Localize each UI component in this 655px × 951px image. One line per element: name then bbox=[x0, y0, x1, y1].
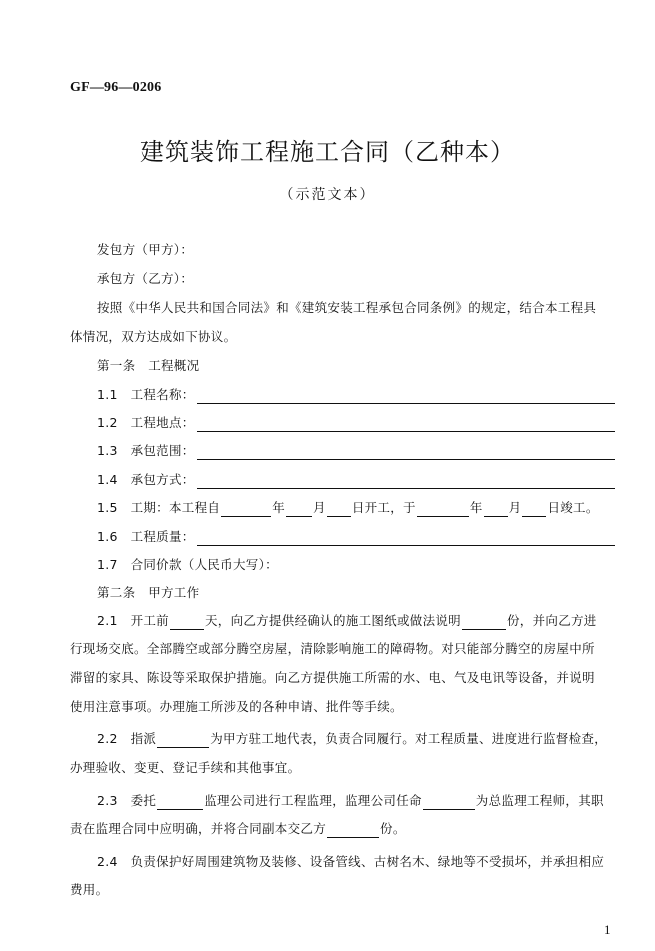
item-1-3-label: 1.3 承包范围： bbox=[97, 443, 195, 458]
article-2-heading: 第二条 甲方工作 bbox=[97, 585, 200, 600]
item-2-1-line-2: 行现场交底。全部腾空或部分腾空房屋，清除影响施工的障碍物。对只能部分腾空的房屋中所 bbox=[70, 641, 595, 656]
document-title: 建筑装饰工程施工合同（乙种本） bbox=[140, 138, 515, 166]
representative-blank bbox=[157, 733, 209, 748]
item-2-3-text-e: 份。 bbox=[380, 821, 406, 836]
item-2-1-text-a: 2.1 开工前 bbox=[97, 613, 169, 628]
end-month-blank bbox=[484, 502, 508, 517]
item-1-7-contract-price: 1.7 合同价款（人民币大写）： bbox=[97, 557, 278, 572]
item-1-5-schedule bbox=[97, 499, 615, 517]
item-1-1-label: 1.1 工程名称： bbox=[97, 387, 195, 402]
item-1-2-project-location bbox=[97, 414, 615, 432]
intro-line-1: 按照《中华人民共和国合同法》和《建筑安装工程承包合同条例》的规定，结合本工程具 bbox=[97, 300, 597, 315]
item-1-1-project-name bbox=[97, 386, 615, 404]
item-1-6-label: 1.6 工程质量： bbox=[97, 529, 195, 544]
start-day-label: 日开工，于 bbox=[351, 500, 416, 515]
item-2-2-line-2: 办理验收、变更、登记手续和其他事宜。 bbox=[70, 760, 301, 775]
end-day-blank bbox=[522, 502, 546, 517]
item-2-1-line-3: 滞留的家具、陈设等采取保护措施。向乙方提供施工所需的水、电、气及电讯等设备，并说明 bbox=[70, 670, 595, 685]
item-2-4-line-1: 2.4 负责保护好周围建筑物及装修、设备管线、古树名木、绿地等不受损坏，并承担相应 bbox=[97, 854, 605, 869]
end-year-label: 年 bbox=[469, 500, 483, 515]
item-1-4-label: 1.4 承包方式： bbox=[97, 472, 195, 487]
end-day-label: 日竣工。 bbox=[547, 500, 599, 515]
copies-blank bbox=[462, 615, 506, 630]
item-2-2-text-b: 为甲方驻工地代表，负责合同履行。对工程质量、进度进行监督检查， bbox=[210, 731, 607, 746]
item-2-4-line-2: 费用。 bbox=[70, 882, 109, 897]
item-2-1-line-4: 使用注意事项。办理施工所涉及的各种申请、批件等手续。 bbox=[70, 699, 403, 714]
contract-copies-blank bbox=[327, 823, 379, 838]
article-1-heading: 第一条 工程概况 bbox=[97, 358, 200, 373]
item-1-3-contract-scope bbox=[97, 442, 615, 460]
owner-party-line: 发包方（甲方）： bbox=[97, 242, 194, 257]
end-year-blank bbox=[417, 502, 469, 517]
start-year-label: 年 bbox=[272, 500, 285, 515]
item-1-2-label: 1.2 工程地点： bbox=[97, 415, 195, 430]
start-year-blank bbox=[221, 502, 271, 517]
contract-scope-blank bbox=[197, 445, 615, 460]
end-month-label: 月 bbox=[508, 500, 522, 515]
page-number: 1 bbox=[604, 922, 611, 937]
item-2-2-line-1 bbox=[97, 730, 615, 748]
item-2-3-line-1 bbox=[97, 792, 615, 810]
item-2-3-text-c: 为总监理工程师，其职 bbox=[475, 793, 604, 808]
schedule-text-start: 1.5 工期：本工程自 bbox=[97, 500, 221, 515]
contractor-party-line: 承包方（乙方）： bbox=[97, 271, 194, 286]
intro-line-2: 体情况，双方达成如下协议。 bbox=[70, 329, 237, 344]
item-1-6-quality bbox=[97, 528, 615, 546]
days-blank bbox=[170, 615, 204, 630]
contract-mode-blank bbox=[197, 474, 615, 489]
item-2-3-text-d: 责在监理合同中应明确，并将合同副本交乙方 bbox=[70, 821, 327, 836]
item-2-2-text-a: 2.2 指派 bbox=[97, 731, 157, 746]
start-month-label: 月 bbox=[313, 500, 326, 515]
item-2-1-line-1 bbox=[97, 612, 615, 630]
item-2-1-text-c: 份，并向乙方进 bbox=[507, 613, 597, 628]
supervisor-company-blank bbox=[157, 795, 203, 810]
start-day-blank bbox=[327, 502, 351, 517]
document-subtitle: （示范文本） bbox=[279, 187, 376, 203]
start-month-blank bbox=[286, 502, 312, 517]
document-code: GF—96—0206 bbox=[70, 80, 162, 95]
project-location-blank bbox=[197, 417, 615, 432]
item-2-3-text-b: 监理公司进行工程监理，监理公司任命 bbox=[204, 793, 422, 808]
item-2-3-text-a: 2.3 委托 bbox=[97, 793, 157, 808]
item-2-1-text-b: 天，向乙方提供经确认的施工图纸或做法说明 bbox=[204, 613, 461, 628]
quality-blank bbox=[197, 531, 615, 546]
project-name-blank bbox=[197, 389, 615, 404]
chief-engineer-blank bbox=[423, 795, 475, 810]
item-1-4-contract-mode bbox=[97, 471, 615, 489]
item-2-3-line-2 bbox=[70, 820, 615, 838]
